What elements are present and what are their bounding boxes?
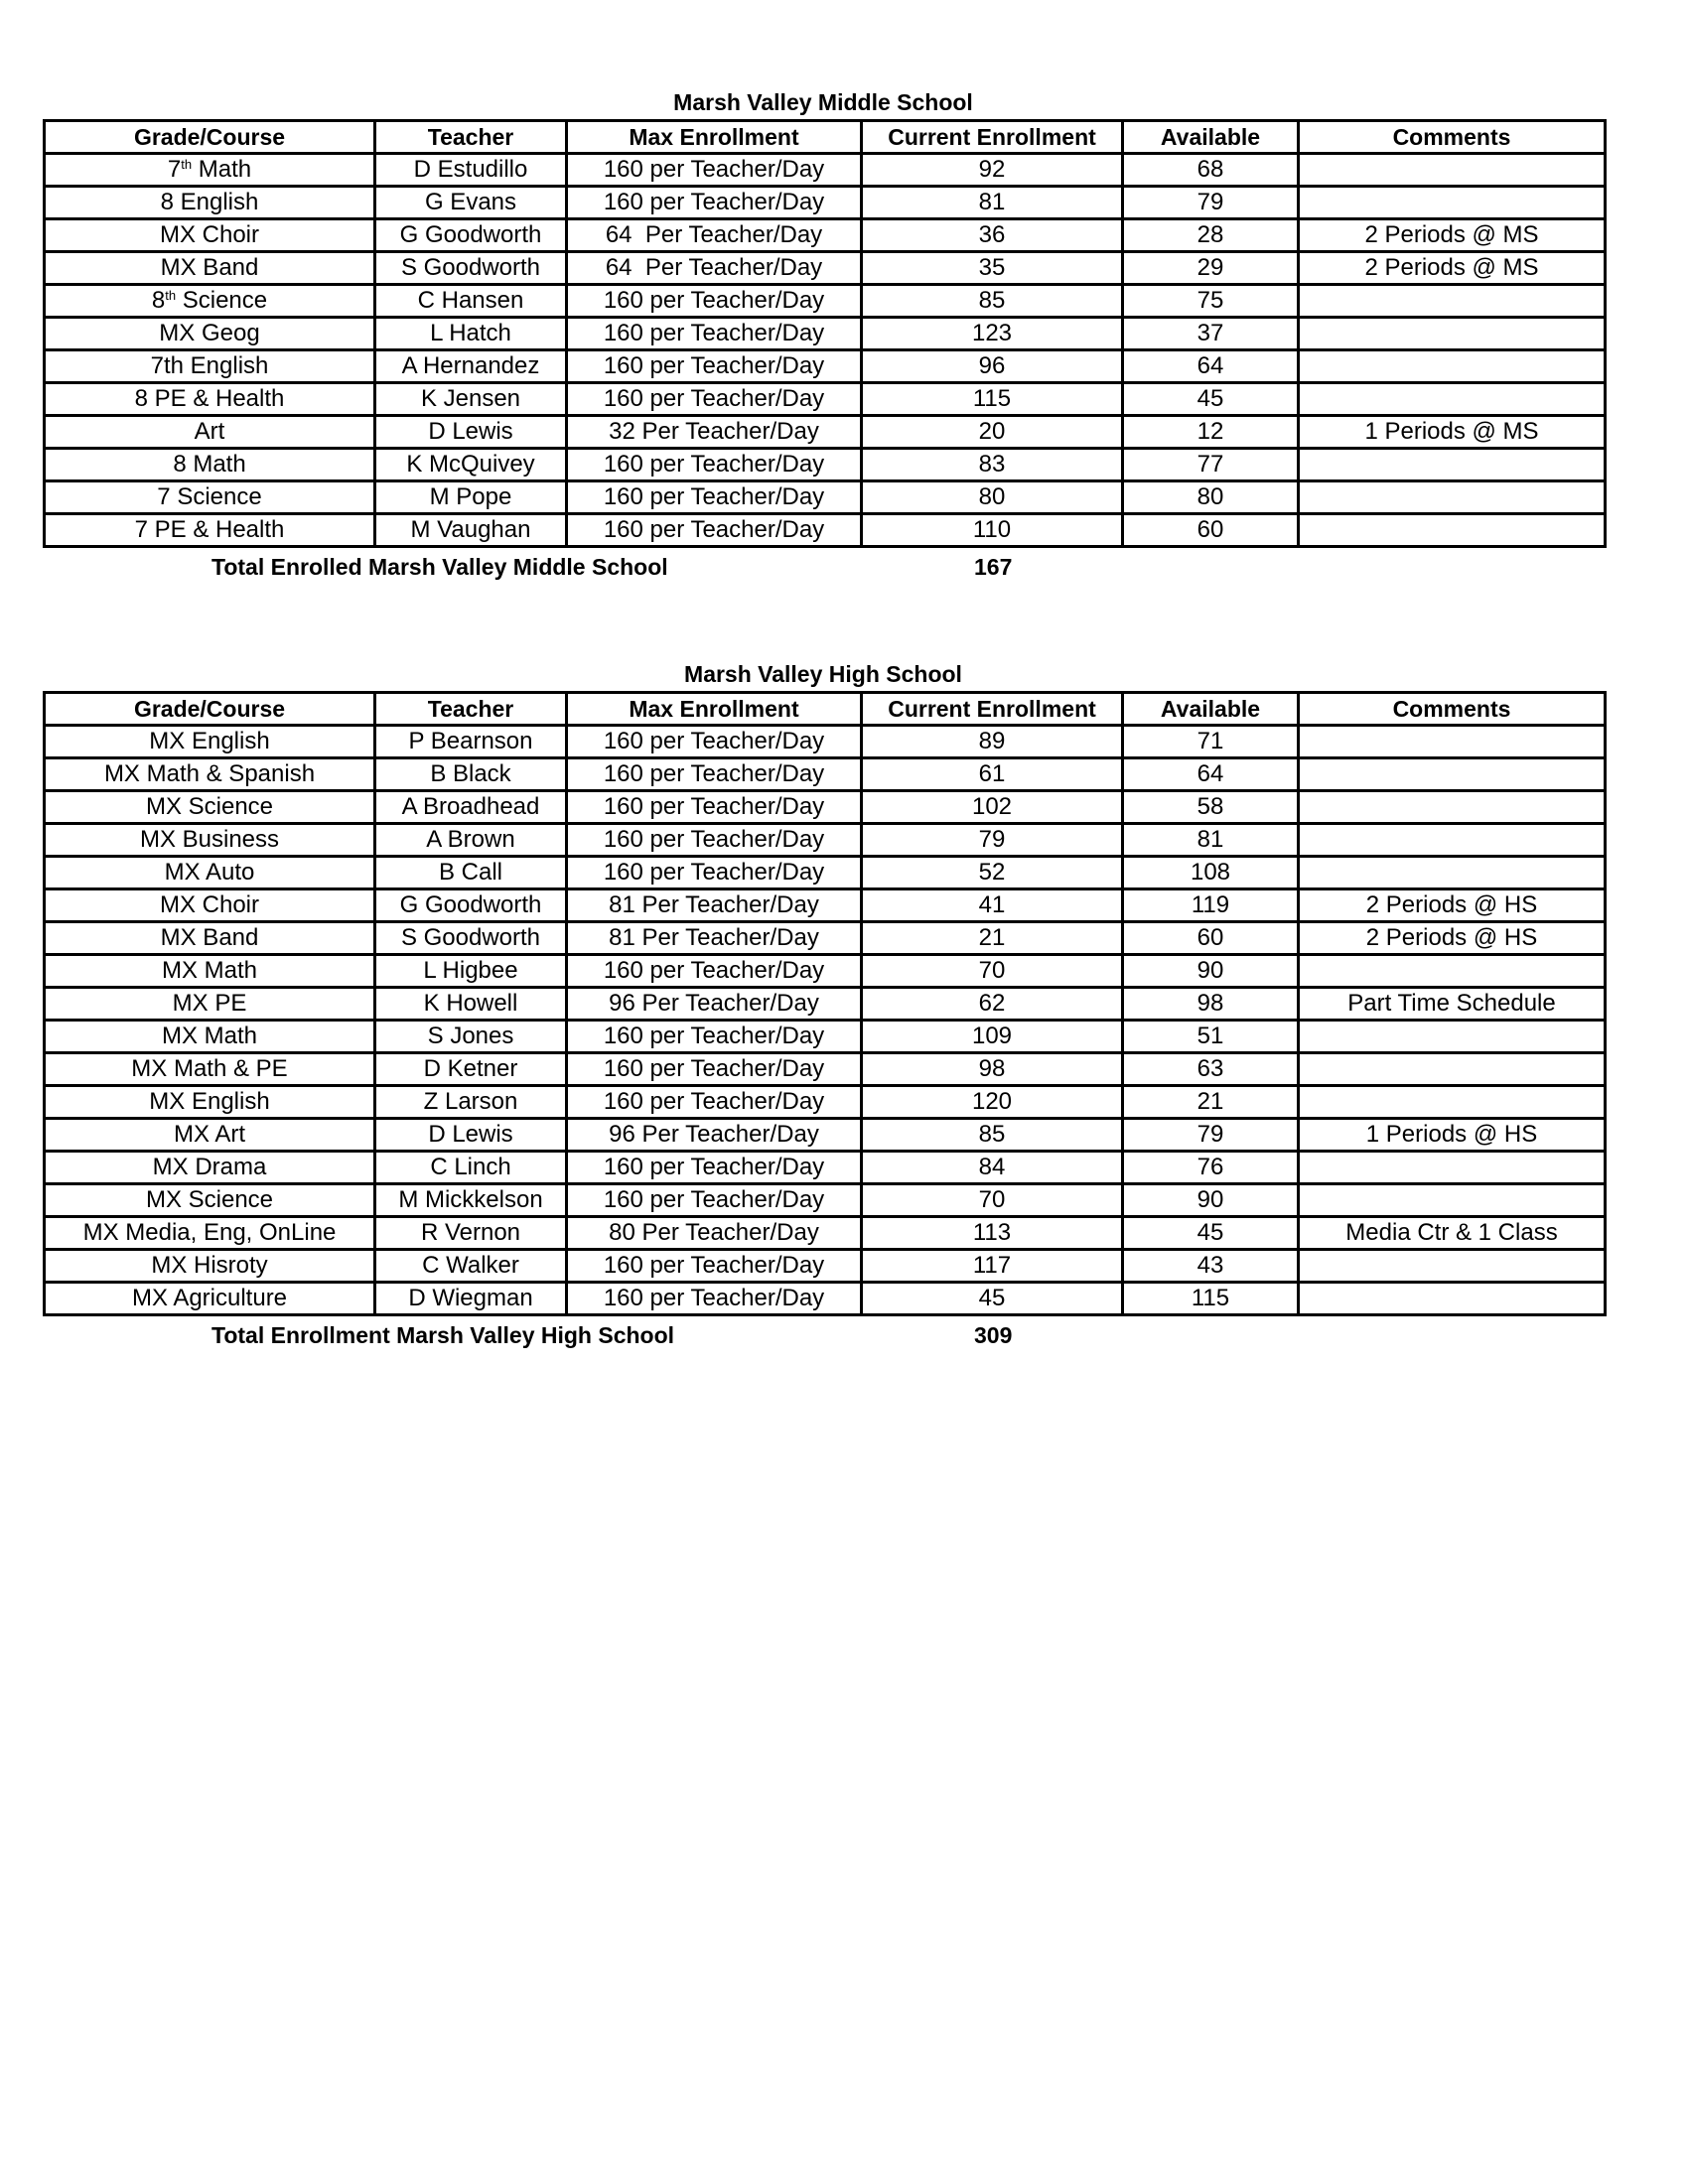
course-text: MX English xyxy=(149,1088,270,1115)
cell-max-enrollment: 160 per Teacher/Day xyxy=(567,383,862,416)
cell-max-enrollment: 160 per Teacher/Day xyxy=(567,1184,862,1217)
cell-current-enrollment: 96 xyxy=(862,350,1123,383)
cell-current-enrollment: 89 xyxy=(862,726,1123,758)
cell-available: 75 xyxy=(1123,285,1299,318)
cell-comments: 1 Periods @ MS xyxy=(1299,416,1606,449)
cell-teacher: S Jones xyxy=(375,1021,567,1053)
cell-current-enrollment: 21 xyxy=(862,922,1123,955)
cell-grade-course xyxy=(45,481,375,514)
cell-available: 81 xyxy=(1123,824,1299,857)
cell-teacher: D Lewis xyxy=(375,416,567,449)
table-row xyxy=(45,350,1606,383)
cell-grade-course xyxy=(45,889,375,922)
cell-max-enrollment: 64 Per Teacher/Day xyxy=(567,252,862,285)
table-row xyxy=(45,285,1606,318)
cell-grade-course xyxy=(45,726,375,758)
cell-grade-course xyxy=(45,1119,375,1152)
cell-comments xyxy=(1299,1086,1606,1119)
table-header-row xyxy=(45,121,1606,154)
course-text: MX Choir xyxy=(159,221,260,248)
course-text: MX Choir xyxy=(159,891,260,918)
high-school-table xyxy=(43,691,1607,1316)
table-row xyxy=(45,154,1606,187)
total-value: 309 xyxy=(974,1322,1013,1348)
high-school-title: Marsh Valley High School xyxy=(684,661,962,687)
table-row xyxy=(45,318,1606,350)
table-row xyxy=(45,1217,1606,1250)
table-row xyxy=(45,219,1606,252)
col-header-max-enrollment: Max Enrollment xyxy=(567,121,862,154)
course-text: 8 xyxy=(151,287,166,314)
col-header-teacher: Teacher xyxy=(375,693,567,726)
cell-comments xyxy=(1299,791,1606,824)
col-header-current-enrollment: Current Enrollment xyxy=(862,121,1123,154)
cell-comments: 2 Periods @ MS xyxy=(1299,252,1606,285)
cell-max-enrollment: 160 per Teacher/Day xyxy=(567,187,862,219)
high-school-total xyxy=(43,1316,1604,1354)
course-text-suffix: Math xyxy=(192,156,252,183)
cell-teacher: L Higbee xyxy=(375,955,567,988)
course-text: MX Math & PE xyxy=(131,1055,288,1082)
course-text: MX Math xyxy=(161,1023,258,1049)
table-header-row xyxy=(45,693,1606,726)
col-header-comments: Comments xyxy=(1299,693,1606,726)
course-text: MX Agriculture xyxy=(131,1285,288,1311)
cell-grade-course xyxy=(45,383,375,416)
cell-comments xyxy=(1299,514,1606,547)
cell-grade-course xyxy=(45,1184,375,1217)
cell-teacher: A Hernandez xyxy=(375,350,567,383)
course-text: MX Band xyxy=(160,924,259,951)
cell-comments: Part Time Schedule xyxy=(1299,988,1606,1021)
cell-max-enrollment: 64 Per Teacher/Day xyxy=(567,219,862,252)
course-text: MX Math & Spanish xyxy=(103,760,316,787)
cell-grade-course xyxy=(45,318,375,350)
table-row xyxy=(45,1119,1606,1152)
cell-current-enrollment: 123 xyxy=(862,318,1123,350)
cell-teacher: S Goodworth xyxy=(375,922,567,955)
cell-current-enrollment: 36 xyxy=(862,219,1123,252)
table-row xyxy=(45,824,1606,857)
cell-grade-course xyxy=(45,219,375,252)
cell-max-enrollment: 160 per Teacher/Day xyxy=(567,154,862,187)
cell-grade-course xyxy=(45,857,375,889)
cell-comments xyxy=(1299,1250,1606,1283)
col-header-available: Available xyxy=(1123,693,1299,726)
course-text: MX Hisroty xyxy=(151,1252,268,1279)
cell-teacher: D Ketner xyxy=(375,1053,567,1086)
cell-grade-course xyxy=(45,922,375,955)
cell-grade-course xyxy=(45,154,375,187)
cell-grade-course xyxy=(45,252,375,285)
cell-available: 29 xyxy=(1123,252,1299,285)
cell-current-enrollment: 80 xyxy=(862,481,1123,514)
cell-teacher: R Vernon xyxy=(375,1217,567,1250)
course-text: MX Business xyxy=(139,826,280,853)
cell-current-enrollment: 98 xyxy=(862,1053,1123,1086)
cell-max-enrollment: 160 per Teacher/Day xyxy=(567,1250,862,1283)
cell-available: 21 xyxy=(1123,1086,1299,1119)
cell-max-enrollment: 81 Per Teacher/Day xyxy=(567,922,862,955)
course-superscript: th xyxy=(165,288,177,303)
cell-teacher: K McQuivey xyxy=(375,449,567,481)
cell-max-enrollment: 160 per Teacher/Day xyxy=(567,857,862,889)
cell-teacher: D Lewis xyxy=(375,1119,567,1152)
cell-available: 12 xyxy=(1123,416,1299,449)
cell-grade-course xyxy=(45,285,375,318)
cell-teacher: B Black xyxy=(375,758,567,791)
cell-current-enrollment: 85 xyxy=(862,285,1123,318)
total-label: Total Enrolled Marsh Valley Middle School xyxy=(211,554,668,580)
course-text: MX Math xyxy=(161,957,258,984)
cell-comments xyxy=(1299,824,1606,857)
cell-available: 43 xyxy=(1123,1250,1299,1283)
high-school-rows xyxy=(45,726,1606,1315)
cell-current-enrollment: 45 xyxy=(862,1283,1123,1315)
cell-comments: 2 Periods @ HS xyxy=(1299,889,1606,922)
cell-teacher: D Wiegman xyxy=(375,1283,567,1315)
cell-comments xyxy=(1299,350,1606,383)
cell-max-enrollment: 160 per Teacher/Day xyxy=(567,1086,862,1119)
cell-comments xyxy=(1299,955,1606,988)
course-text: MX Band xyxy=(160,254,259,281)
course-text: MX Media, Eng, OnLine xyxy=(82,1219,337,1246)
cell-current-enrollment: 85 xyxy=(862,1119,1123,1152)
cell-grade-course xyxy=(45,1250,375,1283)
cell-max-enrollment: 160 per Teacher/Day xyxy=(567,791,862,824)
cell-teacher: A Brown xyxy=(375,824,567,857)
cell-current-enrollment: 70 xyxy=(862,1184,1123,1217)
cell-grade-course xyxy=(45,791,375,824)
cell-available: 79 xyxy=(1123,187,1299,219)
cell-teacher: M Pope xyxy=(375,481,567,514)
cell-current-enrollment: 70 xyxy=(862,955,1123,988)
table-row xyxy=(45,726,1606,758)
cell-max-enrollment: 160 per Teacher/Day xyxy=(567,449,862,481)
cell-current-enrollment: 62 xyxy=(862,988,1123,1021)
table-row xyxy=(45,383,1606,416)
cell-current-enrollment: 81 xyxy=(862,187,1123,219)
cell-max-enrollment: 80 Per Teacher/Day xyxy=(567,1217,862,1250)
cell-teacher: M Vaughan xyxy=(375,514,567,547)
middle-school-total xyxy=(43,548,1604,586)
cell-max-enrollment: 160 per Teacher/Day xyxy=(567,350,862,383)
table-row xyxy=(45,449,1606,481)
cell-teacher: B Call xyxy=(375,857,567,889)
total-value: 167 xyxy=(974,554,1013,580)
cell-max-enrollment: 160 per Teacher/Day xyxy=(567,726,862,758)
cell-available: 119 xyxy=(1123,889,1299,922)
cell-available: 80 xyxy=(1123,481,1299,514)
cell-current-enrollment: 20 xyxy=(862,416,1123,449)
table-row xyxy=(45,889,1606,922)
table-row xyxy=(45,857,1606,889)
cell-max-enrollment: 160 per Teacher/Day xyxy=(567,514,862,547)
cell-available: 108 xyxy=(1123,857,1299,889)
cell-available: 71 xyxy=(1123,726,1299,758)
course-text: MX Science xyxy=(145,793,274,820)
course-text: 8 Math xyxy=(173,451,246,478)
cell-max-enrollment: 160 per Teacher/Day xyxy=(567,1152,862,1184)
cell-grade-course xyxy=(45,350,375,383)
col-header-current-enrollment: Current Enrollment xyxy=(862,693,1123,726)
cell-available: 51 xyxy=(1123,1021,1299,1053)
cell-teacher: D Estudillo xyxy=(375,154,567,187)
col-header-comments: Comments xyxy=(1299,121,1606,154)
cell-teacher: L Hatch xyxy=(375,318,567,350)
table-row xyxy=(45,514,1606,547)
cell-grade-course xyxy=(45,758,375,791)
course-text: 7 Science xyxy=(157,483,262,510)
cell-available: 64 xyxy=(1123,758,1299,791)
cell-available: 37 xyxy=(1123,318,1299,350)
cell-max-enrollment: 96 Per Teacher/Day xyxy=(567,1119,862,1152)
cell-grade-course xyxy=(45,988,375,1021)
table-row xyxy=(45,1021,1606,1053)
table-row xyxy=(45,1053,1606,1086)
course-text: 8 English xyxy=(160,189,259,215)
cell-comments xyxy=(1299,726,1606,758)
cell-max-enrollment: 96 Per Teacher/Day xyxy=(567,988,862,1021)
course-text: MX Geog xyxy=(159,320,260,346)
cell-teacher: A Broadhead xyxy=(375,791,567,824)
cell-comments xyxy=(1299,187,1606,219)
cell-comments xyxy=(1299,1021,1606,1053)
course-text-suffix: Science xyxy=(176,287,268,314)
cell-grade-course xyxy=(45,416,375,449)
col-header-grade-course: Grade/Course xyxy=(45,121,375,154)
cell-max-enrollment: 160 per Teacher/Day xyxy=(567,1053,862,1086)
cell-grade-course xyxy=(45,1086,375,1119)
high-school-section xyxy=(43,657,1604,1354)
cell-comments xyxy=(1299,1053,1606,1086)
cell-max-enrollment: 160 per Teacher/Day xyxy=(567,481,862,514)
course-text: MX PE xyxy=(172,990,247,1017)
cell-grade-course xyxy=(45,1283,375,1315)
cell-comments xyxy=(1299,285,1606,318)
course-text: MX Drama xyxy=(152,1154,267,1180)
cell-current-enrollment: 110 xyxy=(862,514,1123,547)
cell-teacher: S Goodworth xyxy=(375,252,567,285)
course-text: MX English xyxy=(149,728,270,754)
course-text: 7 xyxy=(167,156,182,183)
cell-max-enrollment: 160 per Teacher/Day xyxy=(567,1021,862,1053)
cell-current-enrollment: 102 xyxy=(862,791,1123,824)
cell-available: 68 xyxy=(1123,154,1299,187)
cell-current-enrollment: 79 xyxy=(862,824,1123,857)
cell-grade-course xyxy=(45,955,375,988)
middle-school-title: Marsh Valley Middle School xyxy=(673,89,973,115)
course-text: 7 PE & Health xyxy=(134,516,285,543)
cell-available: 45 xyxy=(1123,383,1299,416)
course-text: 7th English xyxy=(150,352,269,379)
cell-max-enrollment: 160 per Teacher/Day xyxy=(567,318,862,350)
cell-teacher: K Howell xyxy=(375,988,567,1021)
cell-current-enrollment: 115 xyxy=(862,383,1123,416)
table-row xyxy=(45,791,1606,824)
cell-comments xyxy=(1299,1283,1606,1315)
cell-current-enrollment: 35 xyxy=(862,252,1123,285)
table-row xyxy=(45,481,1606,514)
cell-grade-course xyxy=(45,449,375,481)
cell-available: 98 xyxy=(1123,988,1299,1021)
cell-comments xyxy=(1299,758,1606,791)
cell-current-enrollment: 92 xyxy=(862,154,1123,187)
cell-comments xyxy=(1299,1184,1606,1217)
cell-grade-course xyxy=(45,1053,375,1086)
cell-comments: 1 Periods @ HS xyxy=(1299,1119,1606,1152)
cell-comments xyxy=(1299,481,1606,514)
cell-current-enrollment: 61 xyxy=(862,758,1123,791)
cell-teacher: M Mickkelson xyxy=(375,1184,567,1217)
course-text: MX Auto xyxy=(164,859,255,886)
total-label: Total Enrollment Marsh Valley High School xyxy=(211,1322,675,1348)
cell-current-enrollment: 109 xyxy=(862,1021,1123,1053)
cell-max-enrollment: 32 Per Teacher/Day xyxy=(567,416,862,449)
cell-grade-course xyxy=(45,1217,375,1250)
cell-teacher: G Evans xyxy=(375,187,567,219)
cell-available: 45 xyxy=(1123,1217,1299,1250)
table-row xyxy=(45,252,1606,285)
cell-comments xyxy=(1299,1152,1606,1184)
middle-school-table xyxy=(43,119,1607,548)
cell-grade-course xyxy=(45,1021,375,1053)
cell-max-enrollment: 81 Per Teacher/Day xyxy=(567,889,862,922)
cell-teacher: G Goodworth xyxy=(375,219,567,252)
cell-current-enrollment: 113 xyxy=(862,1217,1123,1250)
cell-teacher: G Goodworth xyxy=(375,889,567,922)
table-row xyxy=(45,1250,1606,1283)
table-row xyxy=(45,758,1606,791)
cell-teacher: P Bearnson xyxy=(375,726,567,758)
course-text: 8 PE & Health xyxy=(134,385,285,412)
cell-available: 64 xyxy=(1123,350,1299,383)
cell-current-enrollment: 41 xyxy=(862,889,1123,922)
table-row xyxy=(45,955,1606,988)
middle-school-section xyxy=(43,85,1604,586)
table-row xyxy=(45,416,1606,449)
cell-available: 60 xyxy=(1123,922,1299,955)
course-text: MX Art xyxy=(173,1121,245,1148)
col-header-available: Available xyxy=(1123,121,1299,154)
cell-comments xyxy=(1299,449,1606,481)
cell-current-enrollment: 83 xyxy=(862,449,1123,481)
cell-available: 58 xyxy=(1123,791,1299,824)
cell-max-enrollment: 160 per Teacher/Day xyxy=(567,1283,862,1315)
cell-comments xyxy=(1299,318,1606,350)
table-row xyxy=(45,922,1606,955)
cell-max-enrollment: 160 per Teacher/Day xyxy=(567,955,862,988)
col-header-teacher: Teacher xyxy=(375,121,567,154)
cell-teacher: K Jensen xyxy=(375,383,567,416)
course-text: Art xyxy=(194,418,225,445)
cell-available: 79 xyxy=(1123,1119,1299,1152)
course-text: MX Science xyxy=(145,1186,274,1213)
cell-comments xyxy=(1299,383,1606,416)
cell-available: 77 xyxy=(1123,449,1299,481)
cell-current-enrollment: 120 xyxy=(862,1086,1123,1119)
cell-comments: 2 Periods @ MS xyxy=(1299,219,1606,252)
cell-available: 60 xyxy=(1123,514,1299,547)
cell-current-enrollment: 52 xyxy=(862,857,1123,889)
cell-comments: 2 Periods @ HS xyxy=(1299,922,1606,955)
table-row xyxy=(45,988,1606,1021)
cell-available: 76 xyxy=(1123,1152,1299,1184)
cell-available: 28 xyxy=(1123,219,1299,252)
cell-grade-course xyxy=(45,1152,375,1184)
cell-available: 90 xyxy=(1123,1184,1299,1217)
cell-teacher: Z Larson xyxy=(375,1086,567,1119)
cell-current-enrollment: 84 xyxy=(862,1152,1123,1184)
cell-grade-course xyxy=(45,187,375,219)
cell-current-enrollment: 117 xyxy=(862,1250,1123,1283)
col-header-max-enrollment: Max Enrollment xyxy=(567,693,862,726)
cell-comments: Media Ctr & 1 Class xyxy=(1299,1217,1606,1250)
cell-max-enrollment: 160 per Teacher/Day xyxy=(567,758,862,791)
cell-teacher: C Walker xyxy=(375,1250,567,1283)
middle-school-rows xyxy=(45,154,1606,547)
cell-available: 90 xyxy=(1123,955,1299,988)
cell-max-enrollment: 160 per Teacher/Day xyxy=(567,824,862,857)
cell-comments xyxy=(1299,857,1606,889)
cell-max-enrollment: 160 per Teacher/Day xyxy=(567,285,862,318)
table-row xyxy=(45,1086,1606,1119)
cell-grade-course xyxy=(45,824,375,857)
col-header-grade-course: Grade/Course xyxy=(45,693,375,726)
cell-available: 115 xyxy=(1123,1283,1299,1315)
cell-grade-course xyxy=(45,514,375,547)
cell-teacher: C Linch xyxy=(375,1152,567,1184)
table-row xyxy=(45,1283,1606,1315)
course-superscript: th xyxy=(181,157,193,172)
table-row xyxy=(45,1152,1606,1184)
cell-teacher: C Hansen xyxy=(375,285,567,318)
cell-comments xyxy=(1299,154,1606,187)
table-row xyxy=(45,187,1606,219)
table-row xyxy=(45,1184,1606,1217)
cell-available: 63 xyxy=(1123,1053,1299,1086)
